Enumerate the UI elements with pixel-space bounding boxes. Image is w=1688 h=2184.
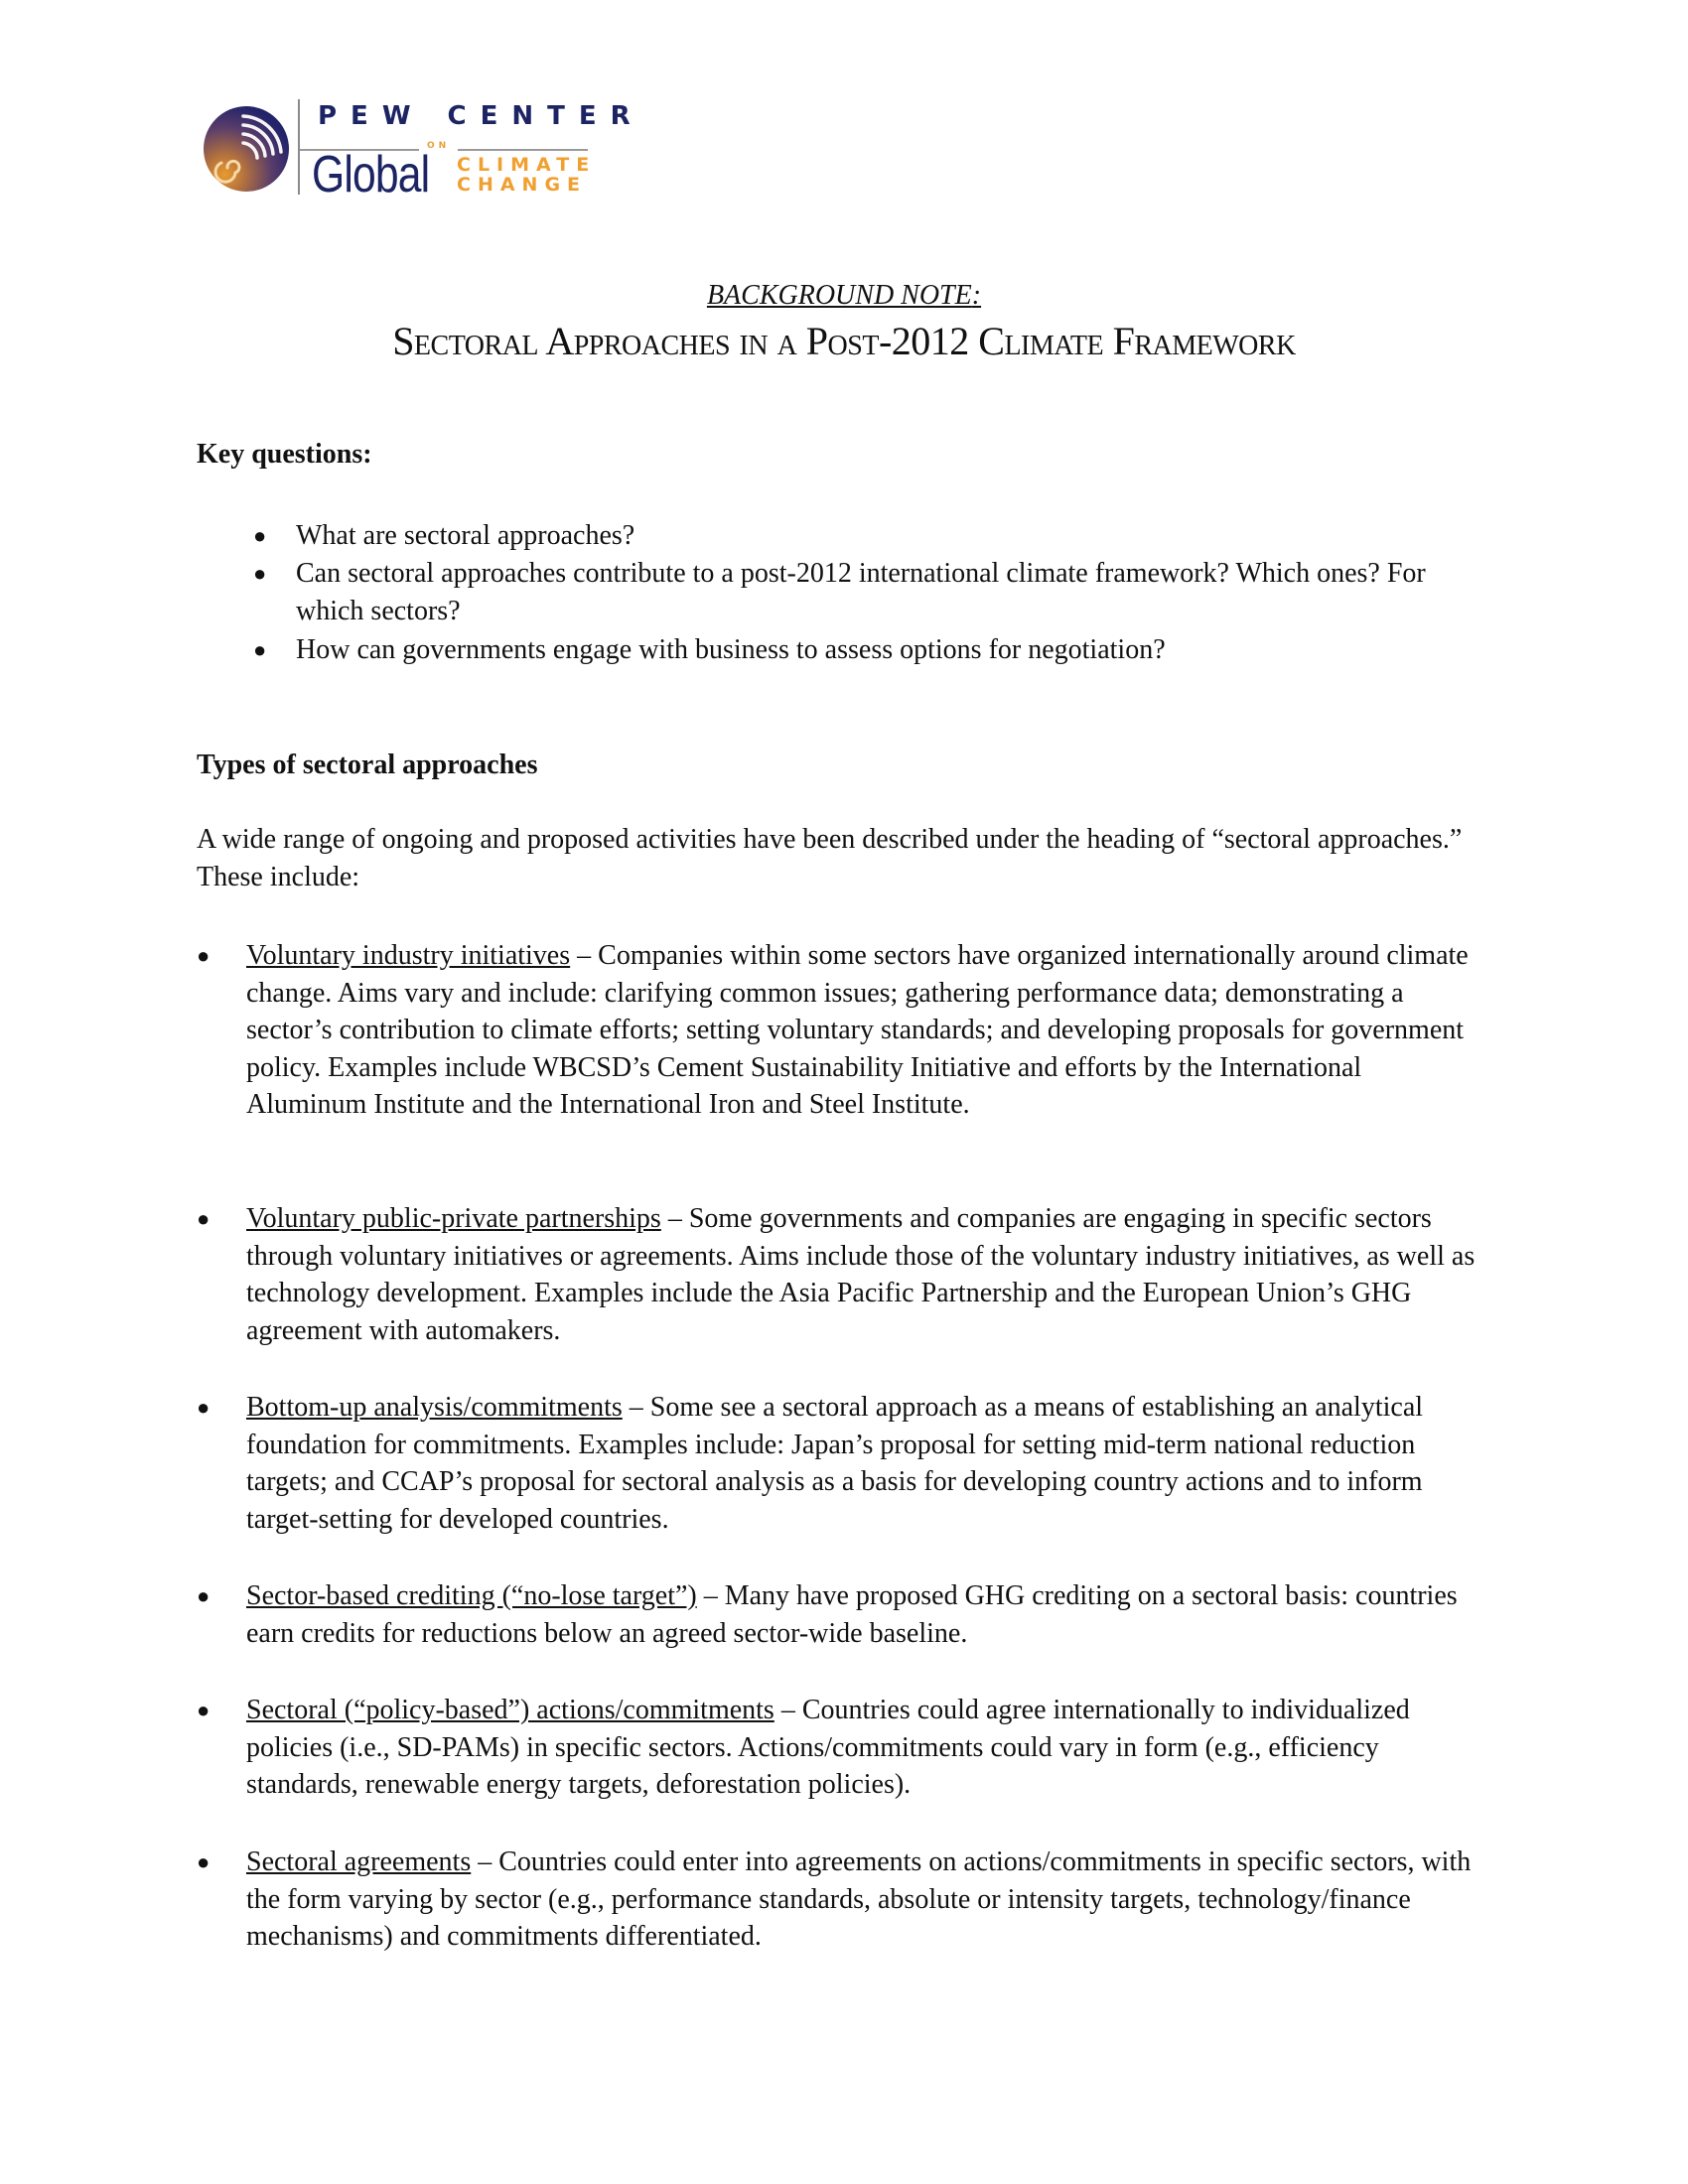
approach-term: Sectoral agreements [246, 1846, 472, 1877]
bullet-icon: ● [197, 1849, 211, 1874]
bullet-icon: ● [197, 1698, 211, 1722]
approach-term: Sectoral (“policy-based”) actions/commitments [246, 1695, 774, 1725]
approach-description: – Companies within some sectors have organized internationally around climate change. Aims vary and include: clarifying common issues; gathering performance data; demonstrating a sector’s contribution to climate efforts; setting voluntary standards; and developing proposals for government policy. Examples include WBCSD’s Cement Sustainability Initiative and efforts by the International Aluminum Institute and the International Iron and Steel Institute. [246, 940, 1469, 1120]
background-note-text: BACKGROUND NOTE [706, 280, 972, 311]
key-question-text: How can governments engage with business to assess options for negotiation? [296, 634, 1166, 665]
types-heading: Types of sectoral approaches [197, 750, 538, 780]
bullet-icon: ● [197, 1583, 211, 1608]
bullet-icon: ● [253, 523, 267, 548]
logo-global: Global [312, 146, 430, 204]
approach-description: – Many have proposed GHG crediting on a sectoral basis: countries earn credits for reductions below an agreed sector-wide baseline. [246, 1580, 1458, 1649]
background-note-colon: : [971, 280, 982, 311]
background-note-label [0, 280, 1688, 312]
key-questions-heading: Key questions: [197, 439, 372, 470]
bullet-icon: ● [253, 561, 267, 586]
bullet-icon: ● [197, 1395, 211, 1420]
bullet-icon: ● [197, 1206, 211, 1231]
key-question-text: Can sectoral approaches contribute to a post-2012 international climate framework? Which ones? For which sectors? [296, 558, 1426, 626]
approach-description: – Countries could agree internationally to individualized policies (i.e., SD-PAMs) in specific sectors. Actions/commitments could vary in form (e.g., efficiency standards, renewable energy targets, deforestation policies). [246, 1695, 1410, 1800]
bullet-icon: ● [197, 943, 211, 968]
logo-divider-vertical [298, 99, 300, 195]
page-title: Sectoral Approaches in a Post-2012 Climate Framework [392, 319, 1296, 363]
logo-pew-center: PEW CENTER [318, 101, 644, 131]
logo-on: ON [419, 141, 458, 151]
bullet-icon: ● [253, 637, 267, 662]
approach-description: – Some see a sectoral approach as a means of establishing an analytical foundation for commitments. Examples include: Japan’s proposal for setting mid-term national reduction targets; and CCAP’s proposal for sectoral analysis as a basis for developing country actions and to inform target-setting for developed countries. [246, 1392, 1424, 1535]
approach-term: Voluntary industry initiatives [246, 940, 571, 971]
globe-swirl-icon [204, 106, 289, 192]
logo-climate: CLIMATE [457, 154, 597, 176]
types-intro-paragraph: A wide range of ongoing and proposed activities have been described under the heading of “sectoral approaches.” These include: [197, 824, 1463, 892]
logo-change: CHANGE [457, 174, 588, 196]
approach-description: – Some governments and companies are engaging in specific sectors through voluntary initiatives or agreements. Aims include those of the voluntary industry initiatives, as well as technology development. Examples include the Asia Pacific Partnership and the European Union’s GHG agreement with automakers. [246, 1203, 1476, 1346]
key-question-text: What are sectoral approaches? [296, 520, 635, 551]
pew-center-logo [199, 99, 644, 204]
approach-term: Sector-based crediting (“no-lose target”) [246, 1580, 697, 1611]
approach-term: Voluntary public-private partnerships [246, 1203, 661, 1234]
approach-description: – Countries could enter into agreements on actions/commitments in specific sectors, with the form varying by sector (e.g., performance standards, absolute or intensity targets, technology/finance mechanisms) and commitments differentiated. [246, 1846, 1472, 1952]
logo-climate-change [457, 155, 596, 195]
approach-term: Bottom-up analysis/commitments [246, 1392, 623, 1423]
